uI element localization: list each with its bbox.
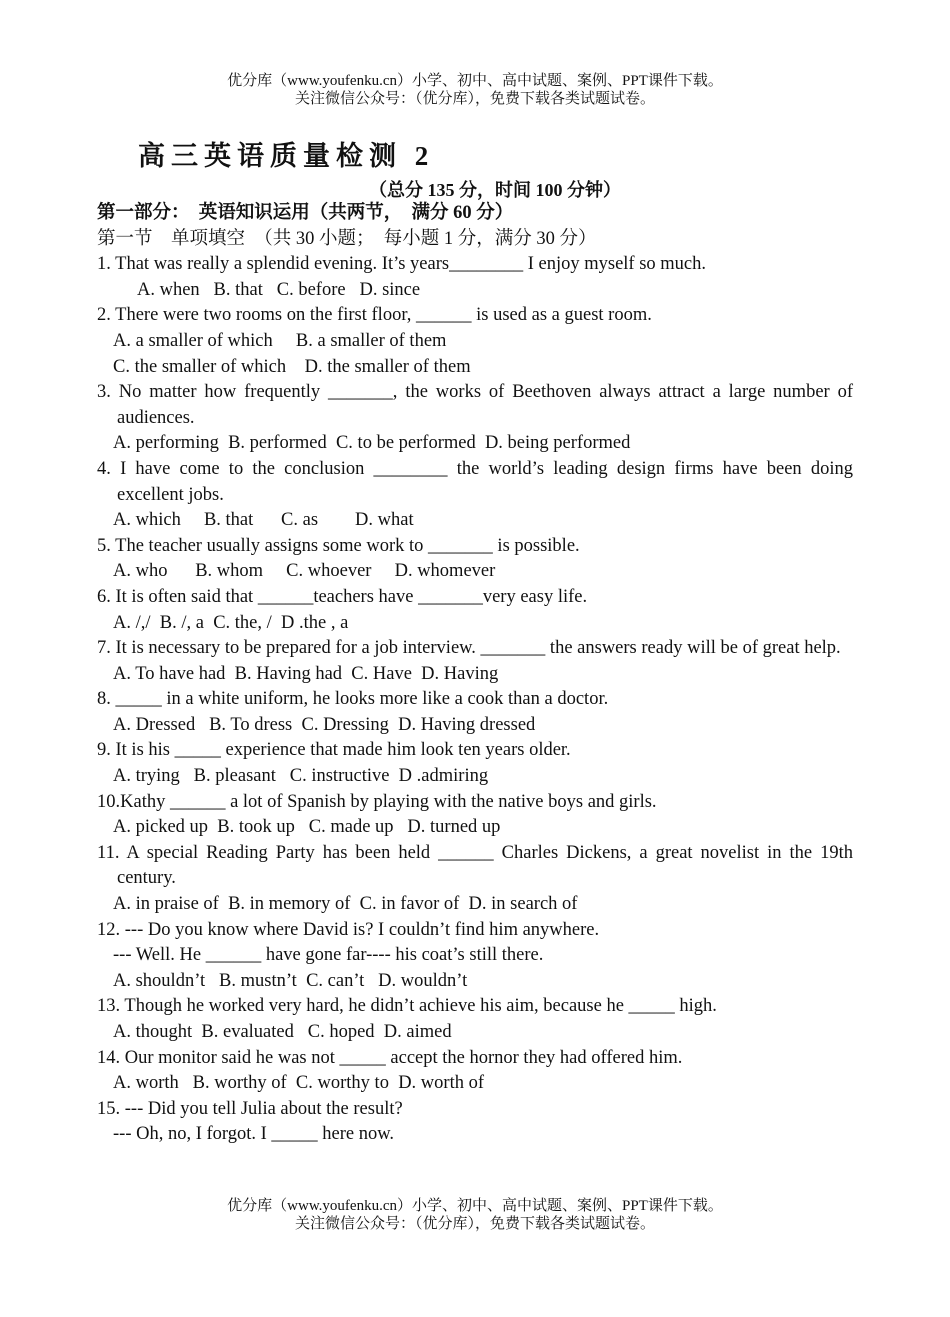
question-options: A. thought B. evaluated C. hoped D. aimed xyxy=(113,1022,452,1042)
question-6 xyxy=(97,585,853,636)
question-dialogue-reply: --- Well. He ______ have gone far---- his coat’s still there. xyxy=(113,945,544,966)
question-stem: 11. A special Reading Party has been held ______ Charles Dickens, a great novelist in the 19th century. xyxy=(97,842,853,889)
question-7 xyxy=(97,636,853,687)
question-options-line-2: C. the smaller of which D. the smaller of them xyxy=(113,356,471,377)
question-10 xyxy=(97,790,853,841)
question-options: A. To have had B. Having had C. Have D. Having xyxy=(113,663,499,684)
question-stem: 13. Though he worked very hard, he didn’t achieve his aim, because he _____ high. xyxy=(97,996,717,1017)
question-stem: 2. There were two rooms on the first floor, ______ is used as a guest room. xyxy=(97,305,652,326)
question-options: A. Dressed B. To dress C. Dressing D. Having dressed xyxy=(113,714,536,735)
question-options: A. worth B. worthy of C. worthy to D. worth of xyxy=(113,1073,485,1094)
question-stem: 14. Our monitor said he was not _____ accept the hornor they had offered him. xyxy=(97,1047,683,1068)
part-one-title: 第一部分： 英语知识运用（共两节， 满分 60 分） xyxy=(97,203,514,223)
question-stem: 3. No matter how frequently _______, the works of Beethoven always attract a large number of audiences. xyxy=(97,382,853,428)
question-options: A. which B. that C. as D. what xyxy=(113,510,414,531)
question-1 xyxy=(97,252,853,303)
question-options: A. in praise of B. in memory of C. in favor of D. in search of xyxy=(113,894,578,915)
question-5 xyxy=(97,534,853,585)
question-dialogue-reply: --- Oh, no, I forgot. I _____ here now. xyxy=(113,1124,395,1145)
question-stem: 5. The teacher usually assigns some work to _______ is possible. xyxy=(97,535,580,556)
question-13 xyxy=(97,994,853,1045)
exam-title: 高三英语质量检测 2 xyxy=(138,141,435,171)
page-header xyxy=(0,72,950,108)
question-11 xyxy=(97,841,853,918)
header-line-2: 关注微信公众号：（优分库），免费下载各类试题试卷。 xyxy=(294,91,655,107)
question-options: A. /,/ B. /, a C. the, / D .the , a xyxy=(113,612,349,633)
question-stem: 15. --- Did you tell Julia about the result? xyxy=(97,1098,403,1119)
question-2 xyxy=(97,303,853,380)
exam-content xyxy=(97,201,853,1148)
question-stem: 10.Kathy ______ a lot of Spanish by playing with the native boys and girls. xyxy=(97,791,657,812)
question-options: A. performing B. performed C. to be performed D. being performed xyxy=(113,433,631,454)
question-stem: 8. _____ in a white uniform, he looks more like a cook than a doctor. xyxy=(97,689,609,710)
footer-line-1: 优分库（www.youfenku.cn）小学、初中、高中试题、案例、PPT课件下载。 xyxy=(227,1198,723,1214)
footer-line-2: 关注微信公众号：（优分库），免费下载各类试题试卷。 xyxy=(294,1216,655,1232)
exam-subtitle: （总分 135 分，时间 100 分钟） xyxy=(369,180,621,200)
question-stem: 1. That was really a splendid evening. It’s years________ I enjoy myself so much. xyxy=(97,254,707,275)
question-stem: 9. It is his _____ experience that made him look ten years older. xyxy=(97,740,571,761)
question-14 xyxy=(97,1046,853,1097)
question-options: A. who B. whom C. whoever D. whomever xyxy=(113,561,496,582)
question-4 xyxy=(97,457,853,534)
question-options: A. picked up B. took up C. made up D. turned up xyxy=(113,817,501,838)
question-stem: 12. --- Do you know where David is? I couldn’t find him anywhere. xyxy=(97,919,600,940)
question-3 xyxy=(97,380,853,457)
question-stem: 4. I have come to the conclusion ________ the world’s leading design firms have been doing excellent jobs. xyxy=(97,458,853,505)
header-line-1: 优分库（www.youfenku.cn）小学、初中、高中试题、案例、PPT课件下载。 xyxy=(227,73,723,89)
section-one-title: 第一节 单项填空 （共 30 小题； 每小题 1 分，满分 30 分） xyxy=(97,228,597,249)
question-options: A. when B. that C. before D. since xyxy=(137,279,421,300)
question-stem: 7. It is necessary to be prepared for a job interview. _______ the answers ready will be of great help. xyxy=(97,638,841,659)
question-9 xyxy=(97,738,853,789)
question-options: A. a smaller of which B. a smaller of them xyxy=(113,330,447,351)
question-options: A. trying B. pleasant C. instructive D .admiring xyxy=(113,766,489,787)
question-12 xyxy=(97,918,853,995)
question-options: A. shouldn’t B. mustn’t C. can’t D. wouldn’t xyxy=(113,970,468,991)
question-8 xyxy=(97,687,853,738)
page-footer xyxy=(0,1197,950,1233)
question-15 xyxy=(97,1097,853,1148)
question-stem: 6. It is often said that ______teachers have _______very easy life. xyxy=(97,586,588,607)
